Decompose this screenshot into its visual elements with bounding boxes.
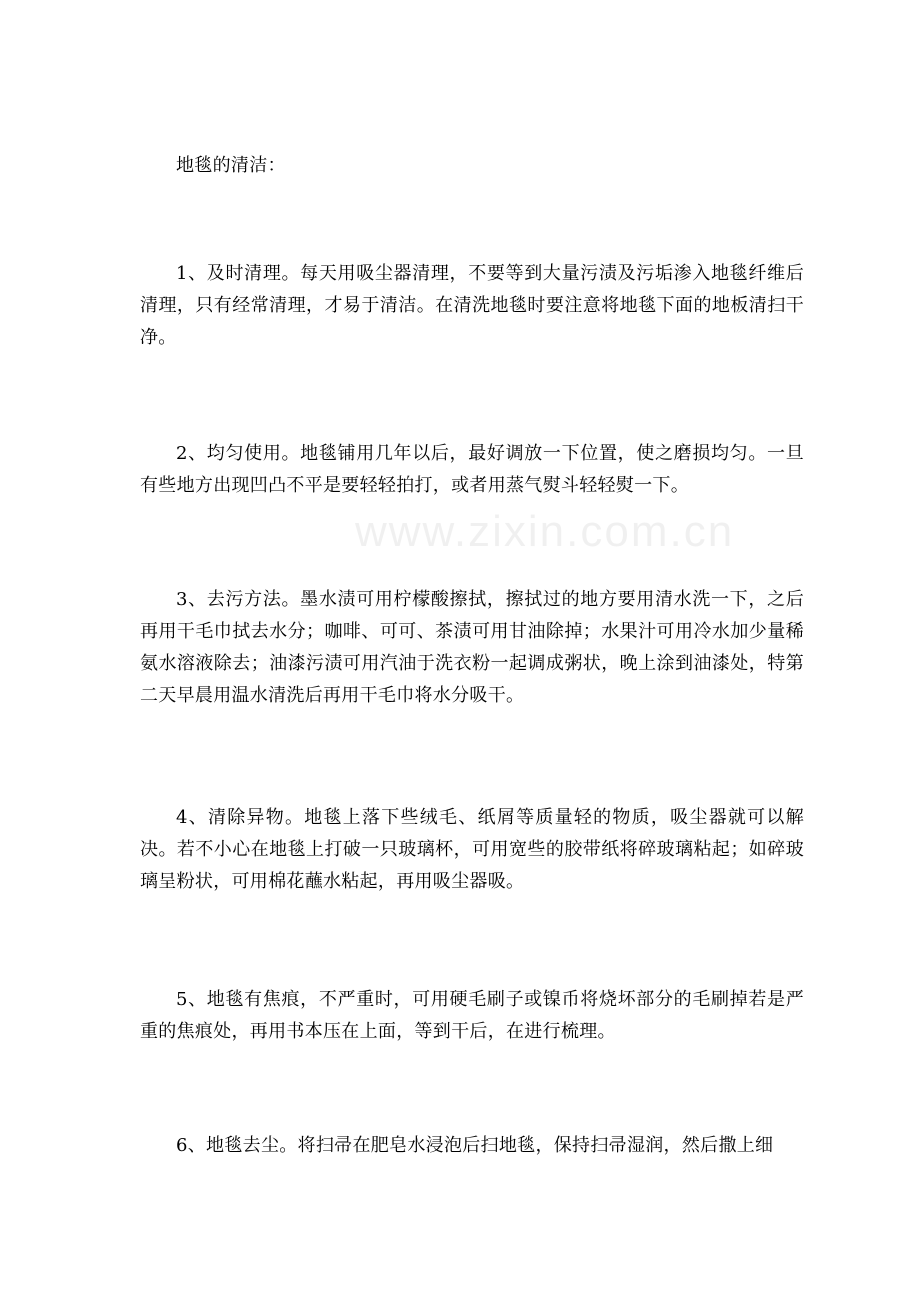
paragraph-6: 6、地毯去尘。将扫帚在肥皂水浸泡后扫地毯，保持扫帚湿润，然后撒上细	[176, 1135, 774, 1156]
document-heading: 地毯的清洁：	[176, 155, 286, 176]
watermark-text: www.zixin.com.cn	[355, 507, 735, 556]
paragraph-4: 4、清除异物。地毯上落下些绒毛、纸屑等质量轻的物质，吸尘器就可以解决。若不小心在地毯上打破一只玻璃杯，可用宽些的胶带纸将碎玻璃粘起；如碎玻璃呈粉状，可用棉花蘸水粘起，再用吸尘器吸。	[140, 807, 804, 892]
paragraph-1: 1、及时清理。每天用吸尘器清理，不要等到大量污渍及污垢渗入地毯纤维后清理，只有经常清理，才易于清洁。在清洗地毯时要注意将地毯下面的地板清扫干净。	[140, 263, 804, 348]
paragraph-3: 3、去污方法。墨水渍可用柠檬酸擦拭，擦拭过的地方要用清水洗一下，之后再用干毛巾拭去水分；咖啡、可可、茶渍可用甘油除掉；水果汁可用冷水加少量稀氨水溶液除去；油漆污渍可用汽油于洗衣粉一起调成粥状，晚上涂到油漆处，特第二天早晨用温水清洗后再用干毛巾将水分吸干。	[140, 589, 804, 706]
paragraph-5: 5、地毯有焦痕，不严重时，可用硬毛刷子或镍币将烧坏部分的毛刷掉若是严重的焦痕处，再用书本压在上面，等到干后，在进行梳理。	[140, 989, 804, 1042]
paragraph-2: 2、均匀使用。地毯铺用几年以后，最好调放一下位置，使之磨损均匀。一旦有些地方出现凹凸不平是要轻轻拍打，或者用蒸气熨斗轻轻熨一下。	[140, 443, 804, 496]
